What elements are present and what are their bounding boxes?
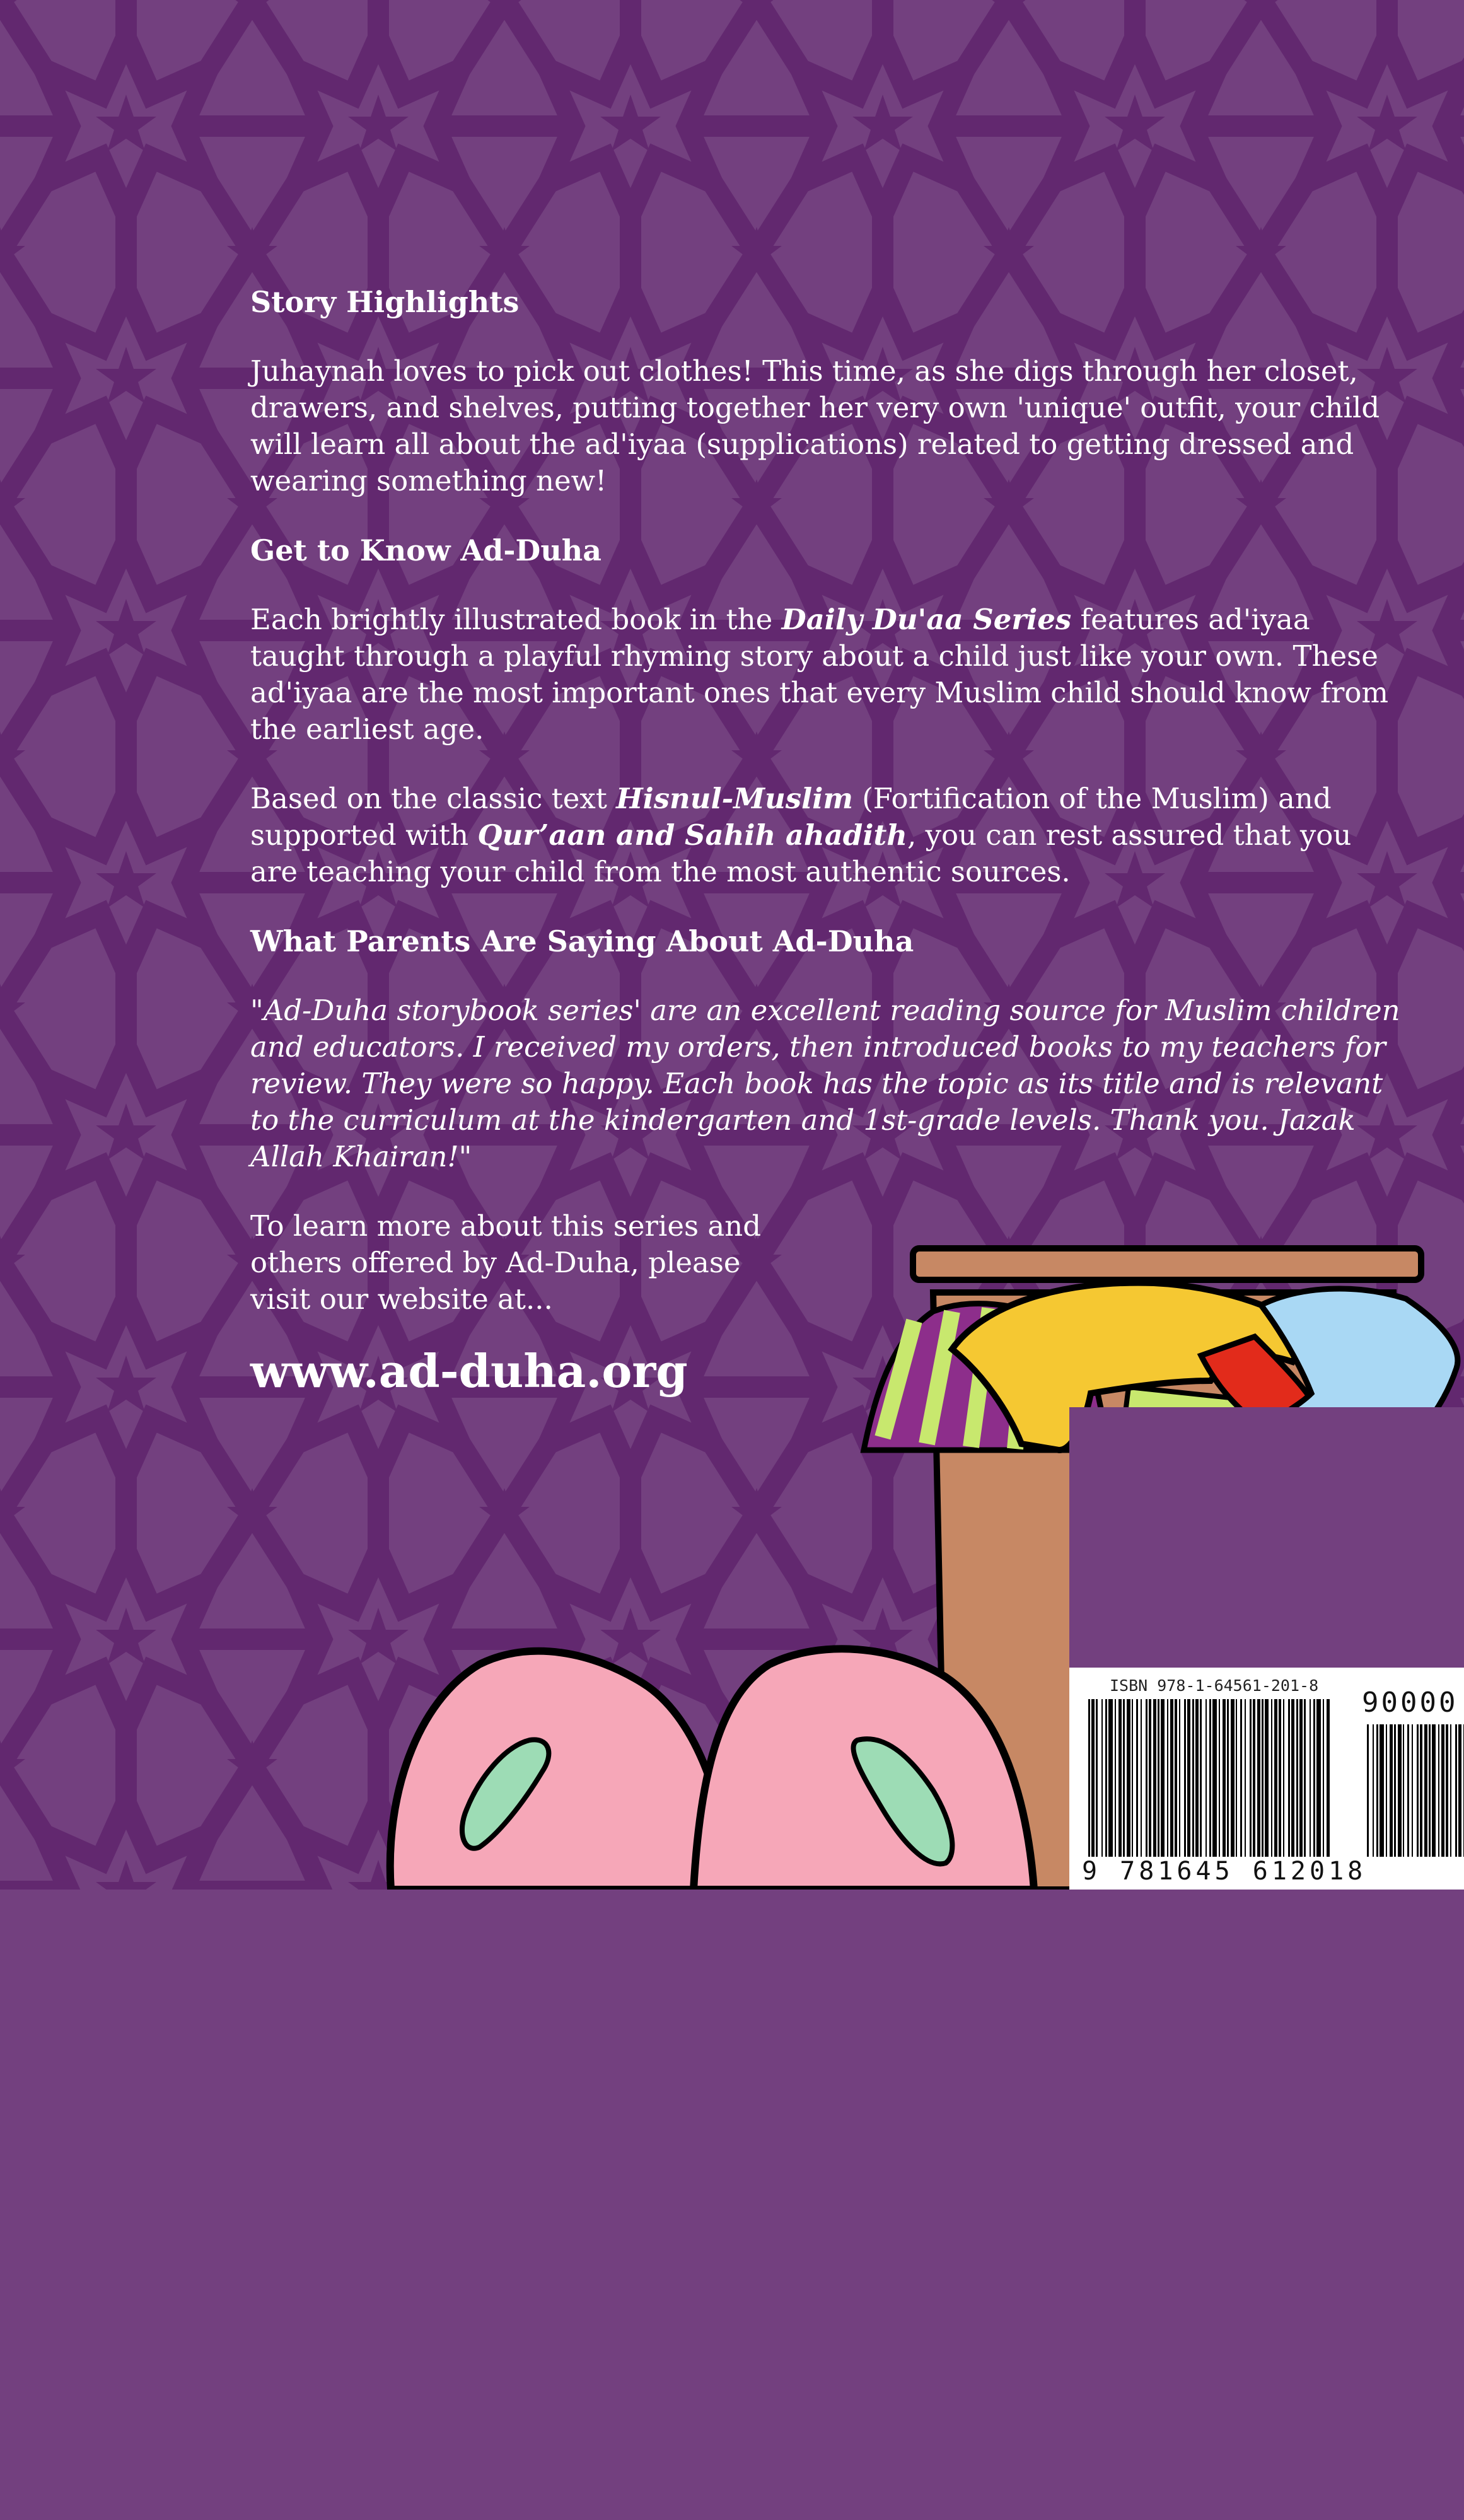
barcode-bar	[1279, 1699, 1281, 1857]
barcode-bar	[1313, 1699, 1315, 1857]
barcode-bar	[1200, 1699, 1202, 1857]
barcode-bar	[1219, 1699, 1220, 1857]
parents-heading: What Parents Are Saying About Ad-Duha	[250, 924, 914, 958]
barcode-bar	[1386, 1724, 1387, 1857]
story-highlights-body: Juhaynah loves to pick out clothes! This time, as she digs through her closet, drawers, and shelves, putting together her very own 'unique' outfit, your child will learn all about the ad'iyaa (supplications) related to getting dressed and wearing something new!	[250, 354, 1380, 497]
barcode-bar	[1458, 1724, 1461, 1857]
barcode-bar	[1407, 1724, 1409, 1857]
barcode-bar	[1373, 1724, 1374, 1857]
story-highlights-heading: Story Highlights	[250, 285, 520, 319]
barcode-bar	[1192, 1699, 1194, 1857]
barcode-bar	[1115, 1699, 1116, 1857]
get-to-know-heading: Get to Know Ad-Duha	[250, 533, 602, 567]
barcode-bar	[1175, 1699, 1177, 1857]
barcode-bar	[1265, 1699, 1269, 1857]
learn-more-text: To learn more about this series and others offered by Ad-Duha, please visit our website at...	[250, 1209, 761, 1316]
barcode-bar	[1403, 1724, 1404, 1857]
barcode-bar	[1274, 1699, 1277, 1857]
barcode-bar	[1376, 1724, 1378, 1857]
barcode-bar	[1390, 1724, 1393, 1857]
barcode-bar	[1446, 1724, 1448, 1857]
isbn-label: ISBN 978-1-64561-201-8	[1110, 1676, 1319, 1695]
barcode-bar	[1455, 1724, 1457, 1857]
barcode-bar	[1262, 1699, 1264, 1857]
price-code: 90000	[1362, 1687, 1458, 1719]
barcode-bar	[1184, 1699, 1186, 1857]
barcode-bar	[1205, 1699, 1207, 1857]
barcode-bar	[1450, 1724, 1451, 1857]
barcode-bar	[1227, 1699, 1229, 1857]
barcode-bar	[1132, 1699, 1133, 1857]
barcode-bar	[1429, 1724, 1431, 1857]
barcode-bar	[1412, 1724, 1413, 1857]
barcode-bar	[1257, 1699, 1260, 1857]
barcode-bar	[1398, 1724, 1402, 1857]
barcode-bar	[1288, 1699, 1290, 1857]
series-description	[250, 601, 1404, 748]
barcode-bar	[1141, 1699, 1142, 1857]
sources-desc-mid: (Fortification of the Muslim) and supported with	[250, 782, 1332, 852]
barcode-bar	[1127, 1699, 1130, 1857]
series-name: Daily Du'aa Series	[781, 603, 1072, 636]
barcode-bar	[1096, 1699, 1098, 1857]
barcode-bar	[1146, 1699, 1147, 1857]
barcode-bar	[1327, 1699, 1330, 1857]
series-desc-start: Each brightly illustrated book in the	[250, 603, 782, 636]
sources-name: Qur’aan and Sahih ahadith	[477, 818, 907, 852]
barcode-bar	[1167, 1699, 1168, 1857]
barcode-bar	[1304, 1699, 1306, 1857]
barcode-bar	[1438, 1724, 1439, 1857]
barcode-bar	[1212, 1699, 1217, 1857]
barcode-bar	[1161, 1699, 1165, 1857]
barcode-bar	[1432, 1724, 1436, 1857]
barcode-bar	[1253, 1699, 1255, 1857]
barcode-bar	[1118, 1699, 1122, 1857]
barcode-bar	[1170, 1699, 1173, 1857]
barcode-digits: 9 781645 612018	[1082, 1857, 1367, 1886]
series-desc-end: features ad'iyaa taught through a playful rhyming story about a child just like your own. These ad'iyaa are the most important ones that every Muslim child should know from the earliest age.	[250, 603, 1389, 746]
barcode-bar	[1323, 1699, 1324, 1857]
barcode-bar	[1209, 1699, 1211, 1857]
barcode-bar	[1195, 1699, 1199, 1857]
barcode-bar	[1417, 1724, 1419, 1857]
barcode-bar	[1158, 1699, 1159, 1857]
barcode-bar	[1296, 1699, 1298, 1857]
barcode-bar	[1441, 1724, 1444, 1857]
slippers-icon	[390, 1649, 1034, 1890]
sources-description	[250, 781, 1404, 890]
barcode-bar	[1108, 1699, 1113, 1857]
barcode-bar	[1420, 1724, 1422, 1857]
barcode-bar	[1187, 1699, 1190, 1857]
barcode-bar	[1245, 1699, 1246, 1857]
barcode-bar	[1240, 1699, 1242, 1857]
sources-desc-end: , you can rest assured that you are teaching your child from the most authentic sources.	[250, 818, 1352, 888]
classic-text-name: Hisnul-Muslim	[616, 782, 853, 815]
barcode-bars-main	[1088, 1699, 1464, 1863]
barcode-bar	[1299, 1699, 1303, 1857]
barcode-bar	[1123, 1699, 1125, 1857]
barcode-bar	[1088, 1699, 1090, 1857]
barcode-bar	[1367, 1724, 1369, 1857]
barcode-bar	[1223, 1699, 1226, 1857]
barcode-bar	[1153, 1699, 1156, 1857]
barcode-bar	[1291, 1699, 1294, 1857]
barcode-bar	[1236, 1699, 1237, 1857]
parent-testimonial: "Ad-Duha storybook series' are an excellent reading source for Muslim children and educators. I received my orders, then introduced books to my teachers for review. They were so happy. Each book has the topic as its title and is relevant to the curriculum at the kindergarten and 1st-grade levels. Thank you. Jazak Allah Khairan!"	[250, 994, 1400, 1173]
website-link[interactable]: www.ad-duha.org	[250, 1344, 688, 1398]
barcode-bar	[1091, 1699, 1095, 1857]
sources-desc-start: Based on the classic text	[250, 782, 617, 815]
barcode-bar	[1136, 1699, 1138, 1857]
barcode-bar	[1283, 1699, 1284, 1857]
barcode-bar	[1105, 1699, 1107, 1857]
barcode-bar	[1101, 1699, 1103, 1857]
back-cover-text	[250, 284, 1404, 1400]
barcode-bar	[1231, 1699, 1235, 1857]
barcode-bar	[1250, 1699, 1252, 1857]
barcode-bar	[1310, 1699, 1311, 1857]
barcode-bars	[1069, 2038, 1464, 2520]
barcode-bar	[1316, 1699, 1321, 1857]
barcode-bar	[1380, 1724, 1384, 1857]
barcode-bar	[1179, 1699, 1180, 1857]
barcode-real-panel	[1069, 1668, 1464, 1890]
barcode-bar	[1424, 1724, 1427, 1857]
barcode-bar	[1149, 1699, 1151, 1857]
barcode-bar	[1394, 1724, 1396, 1857]
barcode-bar	[1271, 1699, 1272, 1857]
